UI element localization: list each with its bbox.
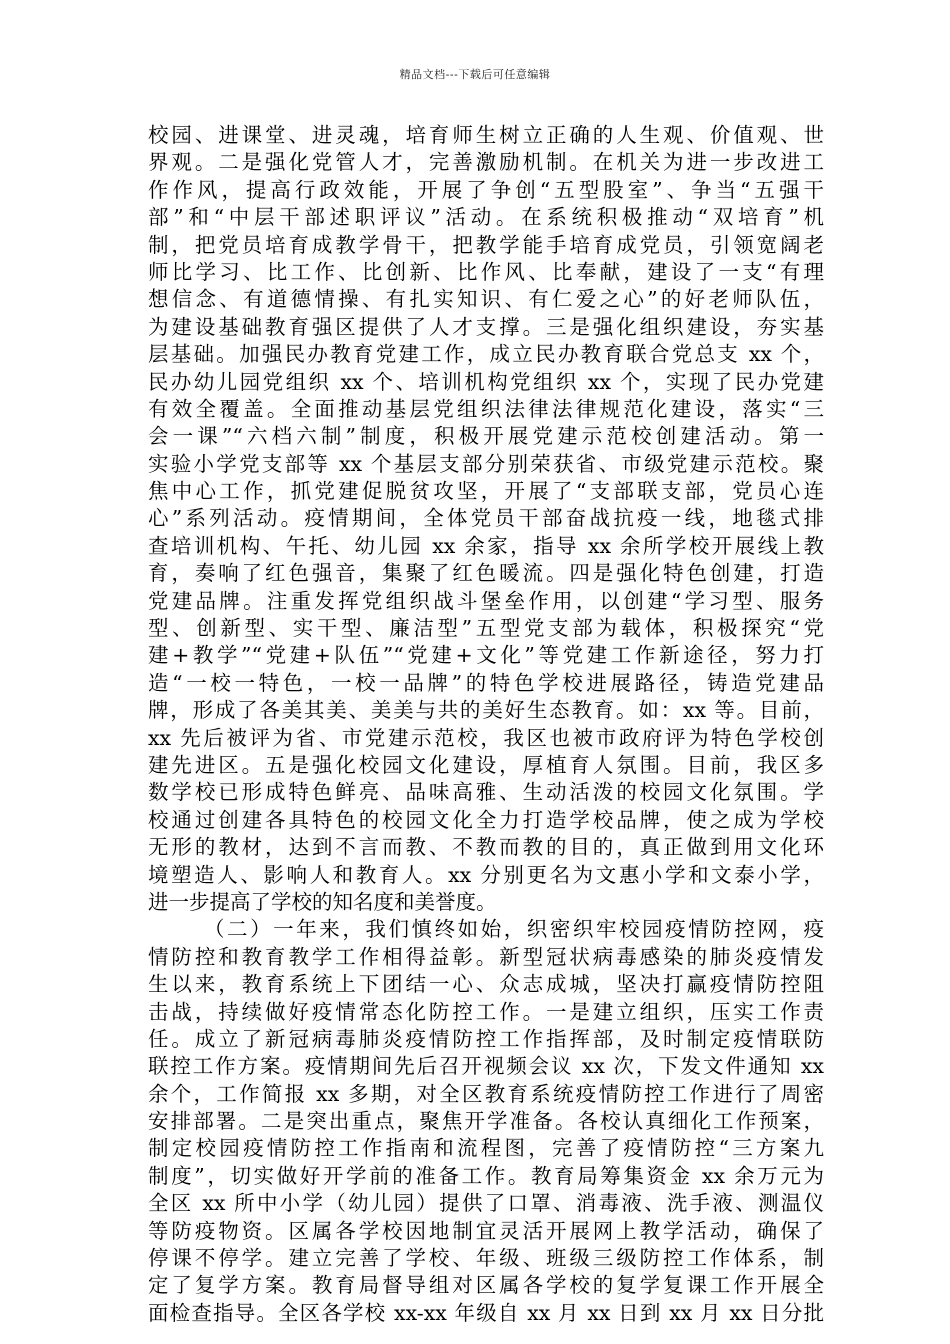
text-line: 击战，持续做好疫情常态化防控工作。一是建立组织，压实工作责	[148, 999, 824, 1024]
text-line: 制，把党员培育成教学骨干，把教学能手培育成党员，引领宽阔老	[148, 232, 824, 257]
text-line: 型、创新型、实干型、廉洁型”五型党支部为载体，积极探究“党	[148, 616, 824, 641]
text-line: （二）一年来，我们慎终如始，织密织牢校园疫情防控网，疫	[204, 917, 824, 942]
text-line: 校通过创建各具特色的校园文化全力打造学校品牌，使之成为学校	[148, 807, 824, 832]
text-line: 查培训机构、午托、幼儿园 xx 余家，指导 xx 余所学校开展线上教	[148, 533, 824, 558]
text-line: 为建设基础教育强区提供了人才支撑。三是强化组织建设，夯实基	[148, 314, 824, 339]
text-line: 境塑造人、影响人和教育人。xx 分别更名为文惠小学和文泰小学，	[148, 862, 824, 887]
text-line: 安排部署。二是突出重点，聚焦开学准备。各校认真细化工作预案，	[148, 1109, 824, 1134]
text-line: 作作风，提高行政效能，开展了争创“五型股室”、争当“五强干	[148, 177, 824, 202]
text-line: 造“一校一特色，一校一品牌”的特色学校进展路径，铸造党建品	[148, 670, 824, 695]
text-line: 数学校已形成特色鲜亮、品味高雅、生动活泼的校园文化氛围。学	[148, 780, 824, 805]
text-line: 余个，工作简报 xx 多期，对全区教育系统疫情防控工作进行了周密	[148, 1081, 824, 1106]
text-line: 制定校园疫情防控工作指南和流程图，完善了疫情防控“三方案九	[148, 1136, 824, 1161]
text-line: 面检查指导。全区各学校 xx-xx 年级自 xx 月 xx 日到 xx 月 xx 日分批	[148, 1300, 824, 1325]
paragraph	[148, 122, 824, 916]
text-line: 等防疫物资。区属各学校因地制宜灵活开展网上教学活动，确保了	[148, 1218, 824, 1243]
text-line: 界观。二是强化党管人才，完善激励机制。在机关为进一步改进工	[148, 150, 824, 175]
paragraph	[148, 916, 824, 1327]
text-line: 育，奏响了红色强音，集聚了红色暖流。四是强化特色创建，打造	[148, 561, 824, 586]
text-line: 停课不停学。建立完善了学校、年级、班级三级防控工作体系，制	[148, 1246, 824, 1271]
text-line: 制度”，切实做好开学前的准备工作。教育局筹集资金 xx 余万元为	[148, 1163, 824, 1188]
text-line: 全区 xx 所中小学（幼儿园）提供了口罩、消毒液、洗手液、测温仪	[148, 1191, 824, 1216]
text-line: 建+教学”“党建+队伍”“党建+文化”等党建工作新途径，努力打	[148, 643, 824, 668]
text-line: 部”和“中层干部述职评议”活动。在系统积极推动“双培育”机	[148, 205, 824, 230]
text-line: 定了复学方案。教育局督导组对区属各学校的复学复课工作开展全	[148, 1273, 824, 1298]
text-line: 情防控和教育教学工作相得益彰。新型冠状病毒感染的肺炎疫情发	[148, 944, 824, 969]
text-line: 民办幼儿园党组织 xx 个、培训机构党组织 xx 个，实现了民办党建	[148, 369, 824, 394]
text-line: 党建品牌。注重发挥党组织战斗堡垒作用，以创建“学习型、服务	[148, 588, 824, 613]
text-line: 焦中心工作，抓党建促脱贫攻坚，开展了“支部联支部，党员心连	[148, 479, 824, 504]
text-line: 无形的教材，达到不言而教、不教而教的目的，真正做到用文化环	[148, 835, 824, 860]
text-line: 校园、进课堂、进灵魂，培育师生树立正确的人生观、价值观、世	[148, 123, 824, 147]
text-line: 建先进区。五是强化校园文化建设，厚植育人氛围。目前，我区多	[148, 752, 824, 777]
document-body	[148, 122, 824, 1327]
text-line: xx 先后被评为省、市党建示范校，我区也被市政府评为特色学校创	[148, 725, 824, 750]
text-line: 进一步提高了学校的知名度和美誉度。	[148, 889, 497, 914]
text-line: 层基础。加强民办教育党建工作，成立民办教育联合党总支 xx 个，	[148, 342, 824, 367]
text-line: 想信念、有道德情操、有扎实知识、有仁爱之心”的好老师队伍，	[148, 287, 824, 312]
text-line: 任。成立了新冠病毒肺炎疫情防控工作指挥部，及时制定疫情联防	[148, 1026, 824, 1051]
text-line: 生以来，教育系统上下团结一心、众志成城，坚决打赢疫情防控阻	[148, 972, 824, 997]
text-line: 实验小学党支部等 xx 个基层支部分别荣获省、市级党建示范校。聚	[148, 451, 824, 476]
text-line: 心”系列活动。疫情期间，全体党员干部奋战抗疫一线，地毯式排	[148, 506, 824, 531]
text-line: 师比学习、比工作、比创新、比作风、比奉献，建设了一支“有理	[148, 259, 824, 284]
text-line: 有效全覆盖。全面推动基层党组织法律法律规范化建设，落实“三	[148, 396, 824, 421]
page-header: 精品文档---下载后可任意编辑	[399, 68, 551, 81]
text-line: 牌，形成了各美其美、美美与共的美好生态教育。如：xx 等。目前，	[148, 698, 824, 723]
text-line: 联控工作方案。疫情期间先后召开视频会议 xx 次，下发文件通知 xx	[148, 1054, 824, 1079]
text-line: 会一课”“六档六制”制度，积极开展党建示范校创建活动。第一	[148, 424, 824, 449]
